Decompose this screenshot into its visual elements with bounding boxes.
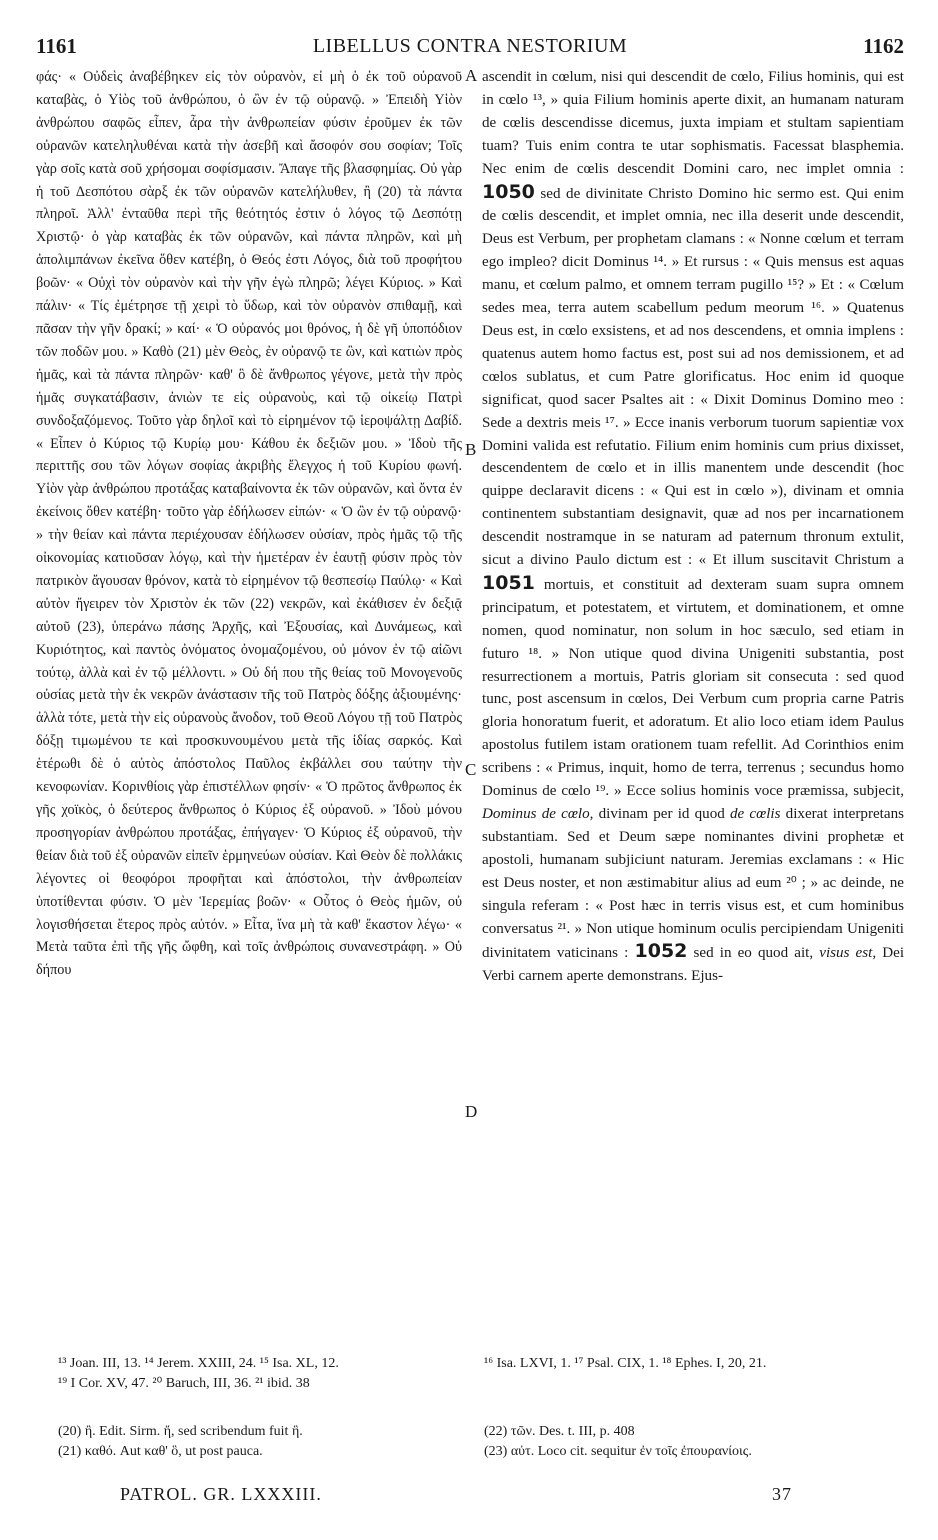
- editorial-note-23: (23) αὐτ. Loco cit. sequitur ἐν τοῖς ἐπουρανίοις.: [484, 1444, 752, 1459]
- latin-text-part-2: sed de divinitate Christo Domino hic sermo est. Qui enim de cœlis descendit, et implet omnia, nec illa deserit unde descendit, Deus est Verbum, per prophetam clamans : « Nonne cœlum et terram ego impleo? dicit Dominus ¹⁴. » Et rursus : « Quis mensus est aquas manu, et cœlum palmo, et omnem terram pugillo ¹⁵? » Et : « Cœlum sedes mea, terra autem scabellum pedum meorum ¹⁶. » Quatenus Deus est, in cœlo exsistens, et ad nos descendens, et omnia implens : quatenus autem homo factus est, post sui ad nos demissionem, et ad cœlos sublatus, et cum Patre glorificatus. Hoc enim id quoque significat, quod sacer Psaltes ait : « Dixit Dominus Domino meo : Sede a dextris meis ¹⁷. » Ecce inanis verborum tuorum sapientiæ vox Domini valida est refutatio. Filium enim hominis cum prius dixisset, descendentem de cœlo et in illis manentem unde descendit (hoc quippe declaravit dicens : « Qui est in cœlo »), divinam et omnia continentem substantiam designavit, quæ ad nos per incarnationem descendit nostramque in se naturam ad paternum thronum extulit, sicut a divino Paulo dictum est : « Et illum suscitavit Christum a: [482, 185, 904, 569]
- scripture-ref-line-1: ¹³ Joan. III, 13. ¹⁴ Jerem. XXIII, 24. ¹⁵ Isa. XL, 12.: [58, 1356, 339, 1371]
- column-number-1050: 1050: [482, 180, 535, 203]
- column-number-1051: 1051: [482, 571, 535, 594]
- page-number-right: 1162: [863, 34, 904, 58]
- column-number-1052: 1052: [634, 940, 688, 963]
- margin-letter-d: D: [465, 1102, 478, 1121]
- running-head: [36, 34, 904, 60]
- margin-letter-b: B: [465, 440, 477, 459]
- editorial-note-21: (21) καθό. Aut καθ' ὃ, ut post pauca.: [58, 1444, 263, 1459]
- editorial-note-22: (22) τῶν. Des. t. III, p. 408: [484, 1424, 635, 1439]
- scripture-ref-line-2: ¹⁹ I Cor. XV, 47. ²⁰ Baruch, III, 36. ²¹ ibid. 38: [58, 1376, 310, 1391]
- greek-text: φάς· « Οὐδεὶς ἀναβέβηκεν εἰς τὸν οὐρανὸν, εἰ μὴ ὁ ἐκ τοῦ οὐρανοῦ καταβὰς, ὁ Υἱὸς τοῦ ἀνθρώπου, ὁ ὢν ἐν τῷ οὐρανῷ. » Ἐπειδὴ Υἱὸν ἀνθρώπου σαφῶς εἶπεν, ἆρα τὴν ἀνθρωπείαν φύσιν ἐροῦμεν ἐκ τῶν οὐρανῶν κατεληλυθέναι κατὰ τὴν ἀσεβῆ καὶ ἄσοφόν σου σοφίαν; Τοῖς γὰρ σοῖς κατὰ σοῦ χρήσομαι σοφίσμασιν. Ἄπαγε τῆς βλασφημίας. Οὐ γὰρ ἡ τοῦ Δεσπότου σὰρξ ἐκ τῶν οὐρανῶν κατελήλυθεν, ἢ (20) τὰ πάντα πληροῖ. Ἀλλ' ἐνταῦθα περὶ τῆς θεότητός ἐστιν ὁ λόγος τῷ Δεσπότῃ Χριστῷ· ὁ γὰρ καταβὰς ἐκ τῶν οὐρανῶν, καὶ πάντα πληρῶν, καὶ μὴ ἀπολιμπάνων ἐκεῖνα ὅθεν κατέβη, ὁ Θεός ἐστι Λόγος, διὰ τοῦ προφήτου βοῶν· « Οὐχὶ τὸν οὐρανὸν καὶ τὴν γῆν ἐγὼ πληρῶ; λέγει Κύριος. » Καὶ πάλιν· « Τίς ἐμέτρησε τῇ χειρὶ τὸ ὕδωρ, καὶ τὸν οὐρανὸν σπιθαμῇ, καὶ πᾶσαν τὴν γῆν δρακί; » καί· « Ὁ οὐρανός μοι θρόνος, ἡ δὲ γῆ ὑποπόδιον τῶν ποδῶν μου. » Καθὸ (21) μὲν Θεὸς, ἐν οὐρανῷ τε ὢν, καὶ κατιὼν πρὸς ἡμᾶς, καὶ τὰ πάντα πληρῶν· καθ' ὃ δὲ ἄνθρωπος γέγονε, μετὰ τὴν πρὸς ἡμᾶς συγκατάβασιν, ἀνιὼν τε εἰς οὐρανοὺς, καὶ τῷ οἰκείῳ Πατρὶ συνδοξαζόμενος. Τοῦτο γὰρ δηλοῖ καὶ τὸ εἰρημένον τῷ ἱεροψάλτῃ Δαβίδ. « Εἶπεν ὁ Κύριος τῷ Κυρίῳ μου· Κάθου ἐκ δεξιῶν μου. » Ἰδοὺ τῆς περιττῆς σου τῶν λόγων σοφίας ἀκριβὴς ἔλεγχος ἡ τοῦ Κυρίου φωνή. Υἱὸν γὰρ ἀνθρώπου προτάξας καταβαίνοντα ἐκ τῶν οὐρανῶν, καὶ ὄντα ἐν ἐκείνοις ὅθεν κατέβη· τοῦτο γὰρ ἐδήλωσεν εἰπών· « Ὁ ὢν ἐν τῷ οὐρανῷ· » τὴν θείαν καὶ πάντα περιέχουσαν ἐδήλωσεν οὐσίαν, πρὸς ἡμᾶς τῷ τῆς οἰκονομίας κατιοῦσαν λόγῳ, καὶ τὴν ἡμετέραν ἐν ἑαυτῇ φύσιν πρὸς τὸν πατρικὸν ἄγουσαν θρόνον, κατὰ τὸ εἰρημένον τῷ θεσπεσίῳ Παύλῳ· « Καὶ αὐτὸν ἤγειρεν τὸν Χριστὸν ἐκ τῶν (22) νεκρῶν, καὶ ἐκάθισεν ἐν δεξιᾷ αὐτοῦ (23), ὑπεράνω πάσης Ἀρχῆς, καὶ Ἐξουσίας, καὶ Δυνάμεως, καὶ Κυριότητος, καὶ παντὸς ὀνόματος ὀνομαζομένου, οὐ μόνον ἐν τῷ αἰῶνι τούτῳ, ἀλλὰ καὶ ἐν τῷ μέλλοντι. » Οὐ δή που τῆς θείας τοῦ Μονογενοῦς οὐσίας μετὰ τὴν ἐκ νεκρῶν ἀνάστασιν τῆς τοῦ Πατρὸς δόξης ἀξιουμένης· ἀλλὰ τότε, μετὰ τὴν εἰς οὐρανοὺς ἄνοδον, τοῦ Θεοῦ Λόγου τῇ τοῦ Πατρὸς δόξῃ τιμωμένου τε καὶ προσκυνουμένου μετὰ τῆς ἰδίας σαρκός. Καὶ ἑτέρωθι δὲ ὁ αὐτὸς ἀπόστολος Παῦλος ἐκβάλλει σου ταύτην τὴν κενοφωνίαν. Κορινθίοις γὰρ ἐπιστέλλων φησίν· « Ὁ πρῶτος ἄνθρωπος ἐκ γῆς χοϊκὸς, ὁ δεύτερος ἄνθρωπος ὁ Κύριος ἐξ οὐρανοῦ. » Ἰδοὺ μόνου προσηγορίαν ἀνθρώπου προτάξας, ἐπήγαγεν· Ὁ Κύριος ἐξ οὐρανοῦ, τὴν θείαν διὰ τοῦ ἐξ οὐρανῶν εἰπεῖν ἑρμηνεύων οὐσίαν. Καὶ Θεὸν δὲ πολλάκις λέγοντες οἱ θεοφόροι προφῆται καὶ ἀπόστολοι, τὴν ἀνθρωπείαν ὑποτίθενται φύσιν. Ὁ μὲν Ἱερεμίας βοῶν· « Οὗτος ὁ Θεὸς ἡμῶν, οὐ λογισθήσεται ἕτερος πρὸς αὐτόν. » Εἶτα, ἵνα μὴ τὰ καθ' ἕκαστον λέγω· « Μετὰ ταῦτα ἐπὶ τῆς γῆς ὤφθη, καὶ τοῖς ἀνθρώποις συνανεστράφη. » Οὐ δήπου: [36, 69, 462, 979]
- running-title: LIBELLUS CONTRA NESTORIUM: [312, 35, 628, 57]
- latin-text-column: [482, 66, 904, 988]
- margin-letter-c: C: [465, 760, 477, 779]
- latin-italic-3: visus est,: [819, 945, 877, 962]
- latin-text-part-5: dixerat interpretans substantiam. Sed et Deum sæpe nominantes divini prophetæ et apostoli, humanam subjiciunt naturam. Jeremias exclamans : « Hic est Deus noster, et non æstimabitur alius ad eum ²⁰ ; » ac deinde, ne singula referam : « Post hæc in terris visus est, et cum hominibus conversatus ²¹. » Non utique hominum oculis percipiendam Unigeniti divinitatem vaticinans :: [482, 806, 904, 962]
- latin-text-part-3: mortuis, et constituit ad dexteram suam supra omnem principatum, et potestatem, et virtutem, et dominationem, et omne nomen, quod nominatur, non solum in hoc sæculo, sed etiam in futuro ¹⁸. » Non utique quod divina Unigeniti substantia, post resurrectionem a mortuis, Patris gloriam sit consecuta : sed quod tunc, post ascensum in cœlos, Dei Verbum cum propria carne Patris gloria honoratum fuerit, et adoratum. Et alio loco etiam idem Paulus apostolus futilem istam orationem tuam refellit. Ad Corinthios enim scribens : « Primus, inquit, homo de terra, terrenus ; secundus homo Dominus de cœlo ¹⁹. » Ecce solius hominis voce præmissa, subjecit,: [482, 576, 905, 800]
- latin-text-part-4: divinam per id quod: [598, 806, 725, 822]
- page-number-left: 1161: [36, 34, 77, 58]
- latin-text: [482, 66, 904, 988]
- margin-letter-a: A: [465, 66, 478, 85]
- signature-number: 37: [772, 1484, 792, 1504]
- latin-italic-1: Dominus de cœlo,: [482, 806, 594, 822]
- series-footer: PATROL. GR. LXXXIII.: [120, 1484, 322, 1504]
- latin-text-part-1: ascendit in cœlum, nisi qui descendit de cœlo, Filius hominis, qui est in cœlo ¹³, » quia Filium hominis aperte dixit, an humanam naturam de cœlis descendisse dicemus, juxta impiam et stultam sapientiam tuam? Tuis enim contra te utar sophismatis. Facessat blasphemia. Nec enim de cœlis descendit Domini caro, nec implet omnia :: [482, 69, 904, 177]
- scripture-references-left: [58, 1354, 478, 1394]
- editorial-notes-right: [484, 1422, 904, 1462]
- editorial-note-20: (20) ἢ. Edit. Sirm. ἤ, sed scribendum fuit ἣ.: [58, 1424, 303, 1439]
- latin-italic-2: de cœlis: [730, 806, 781, 822]
- editorial-notes-left: [58, 1422, 478, 1462]
- latin-text-part-7: Dei Verbi carnem aperte demonstrans. Ejus-: [482, 945, 905, 985]
- latin-text-part-6: sed in eo quod ait,: [693, 945, 814, 962]
- scripture-ref-line-3: ¹⁶ Isa. LXVI, 1. ¹⁷ Psal. CIX, 1. ¹⁸ Ephes. I, 20, 21.: [484, 1356, 767, 1371]
- scripture-references-right: [484, 1354, 904, 1374]
- greek-text-column: [36, 66, 462, 982]
